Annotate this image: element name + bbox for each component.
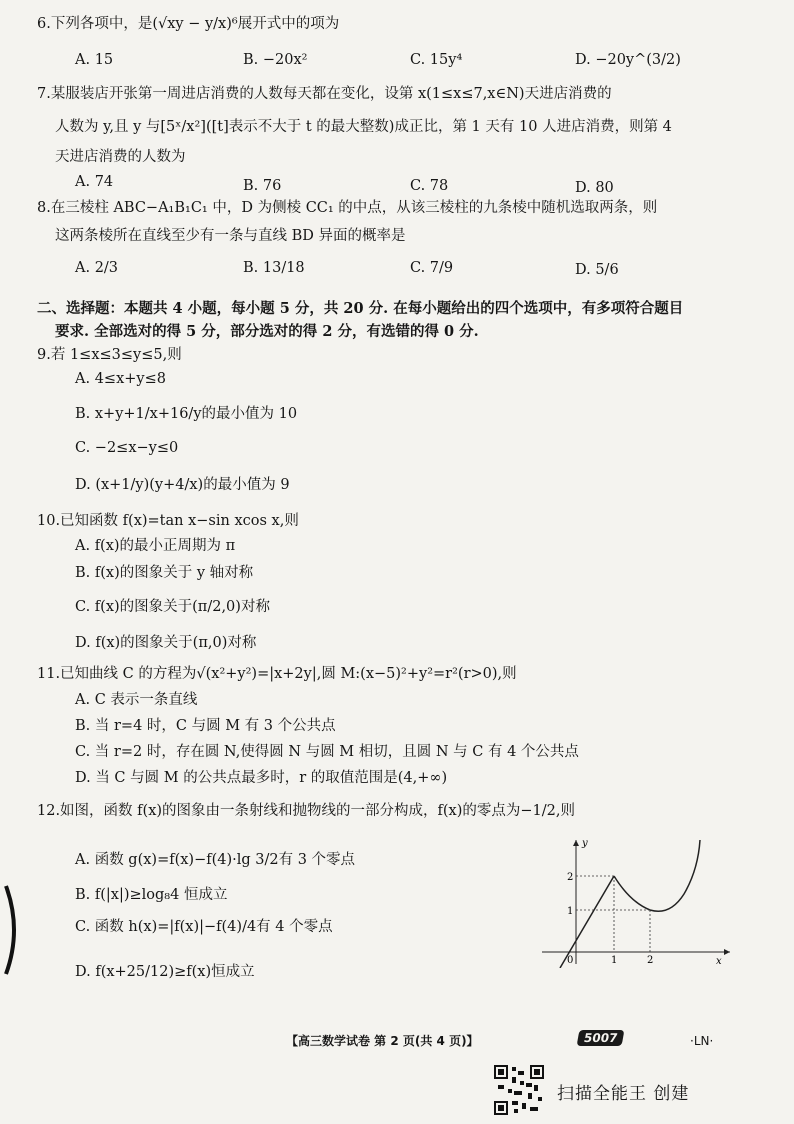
- q7-option-d: D. 80: [575, 180, 614, 196]
- scanner-watermark-label: 扫描全能王 创建: [557, 1084, 690, 1104]
- q12-option-b: B. f(|x|)≥log₈4 恒成立: [75, 887, 228, 903]
- q10-option-d: D. f(x)的图象关于(π,0)对称: [75, 635, 257, 651]
- q10-option-c: C. f(x)的图象关于(π/2,0)对称: [75, 599, 270, 615]
- binding-margin-mark: [0, 880, 30, 980]
- x-tick-1: 1: [611, 955, 618, 966]
- parabola-curve: [614, 840, 700, 911]
- y-tick-2: 2: [567, 872, 574, 883]
- q12-option-d: D. f(x+25/12)≥f(x)恒成立: [75, 964, 255, 980]
- q6-option-b: B. −20x²: [243, 52, 308, 68]
- q6-option-a: A. 15: [75, 52, 114, 68]
- x-axis-label: x: [716, 956, 722, 967]
- q9-option-b: B. x+y+1/x+16/y的最小值为 10: [75, 406, 298, 422]
- q8-line2: 这两条棱所在直线至少有一条与直线 BD 异面的概率是: [55, 228, 406, 244]
- qr-code-icon: [494, 1065, 544, 1115]
- q8-line1: 8.在三棱柱 ABC−A₁B₁C₁ 中，D 为侧棱 CC₁ 的中点，从该三棱柱的九条棱中随机选取两条，则: [37, 200, 658, 216]
- q7-line1: 7.某服装店开张第一周进店消费的人数每天都在变化，设第 x(1≤x≤7,x∈N)天进店消费的: [37, 86, 612, 102]
- page-footer: 【高三数学试卷 第 2 页(共 4 页)】: [286, 1034, 479, 1048]
- q7-line2: 人数为 y,且 y 与[5ˣ/x²]([t]表示不大于 t 的最大整数)成正比，第 1 天有 10 人进店消费，则第 4: [55, 119, 672, 135]
- q7-option-c: C. 78: [410, 178, 449, 194]
- q11-option-d: D. 当 C 与圆 M 的公共点最多时，r 的取值范围是(4,+∞): [75, 770, 448, 786]
- q10-option-b: B. f(x)的图象关于 y 轴对称: [75, 565, 254, 581]
- q12-stem: 12.如图，函数 f(x)的图象由一条射线和抛物线的一部分构成，f(x)的零点为−1/2,则: [37, 803, 575, 819]
- q9-option-c: C. −2≤x−y≤0: [75, 440, 179, 456]
- q7-option-a: A. 74: [75, 174, 114, 190]
- q11-option-c: C. 当 r=2 时，存在圆 N,使得圆 N 与圆 M 相切，且圆 N 与 C 有 4 个公共点: [75, 744, 579, 760]
- q12-function-graph: [538, 836, 738, 968]
- q8-option-b: B. 13/18: [243, 260, 305, 276]
- q9-stem: 9.若 1≤x≤3≤y≤5,则: [37, 347, 182, 363]
- q11-option-a: A. C 表示一条直线: [75, 692, 198, 708]
- x-axis-arrow: [724, 949, 730, 955]
- q7-option-b: B. 76: [243, 178, 282, 194]
- q9-option-d: D. (x+1/y)(y+4/x)的最小值为 9: [75, 477, 290, 493]
- q12-option-a: A. 函数 g(x)=f(x)−f(4)·lg 3/2有 3 个零点: [75, 852, 356, 868]
- q6-option-c: C. 15y⁴: [410, 52, 463, 68]
- q11-stem: 11.已知曲线 C 的方程为√(x²+y²)=|x+2y|,圆 M:(x−5)²+y²=r²(r>0),则: [37, 666, 517, 682]
- q11-option-b: B. 当 r=4 时，C 与圆 M 有 3 个公共点: [75, 718, 336, 734]
- q8-option-d: D. 5/6: [575, 262, 619, 278]
- origin-label: 0: [567, 955, 574, 966]
- y-axis-arrow: [573, 840, 579, 846]
- y-axis-label: y: [582, 838, 588, 849]
- q6-option-d: D. −20y^(3/2): [575, 52, 681, 68]
- region-mark: ·LN·: [690, 1034, 714, 1048]
- q10-stem: 10.已知函数 f(x)=tan x−sin xcos x,则: [37, 513, 299, 529]
- q9-option-a: A. 4≤x+y≤8: [75, 371, 166, 387]
- x-tick-2: 2: [647, 955, 654, 966]
- q7-line3: 天进店消费的人数为: [55, 149, 186, 165]
- section2-heading-line1: 二、选择题：本题共 4 小题，每小题 5 分，共 20 分. 在每小题给出的四个选项中，有多项符合题目: [37, 300, 684, 317]
- exam-code-badge: 5007: [577, 1030, 625, 1046]
- section2-heading-line2: 要求. 全部选对的得 5 分，部分选对的得 2 分，有选错的得 0 分.: [55, 323, 479, 340]
- y-tick-1: 1: [567, 906, 574, 917]
- q12-option-c: C. 函数 h(x)=|f(x)|−f(4)/4有 4 个零点: [75, 919, 333, 935]
- q8-option-c: C. 7/9: [410, 260, 454, 276]
- q8-option-a: A. 2/3: [75, 260, 119, 276]
- q6-stem: 6.下列各项中，是(√xy − y/x)⁶展开式中的项为: [37, 16, 340, 32]
- q10-option-a: A. f(x)的最小正周期为 π: [75, 538, 236, 554]
